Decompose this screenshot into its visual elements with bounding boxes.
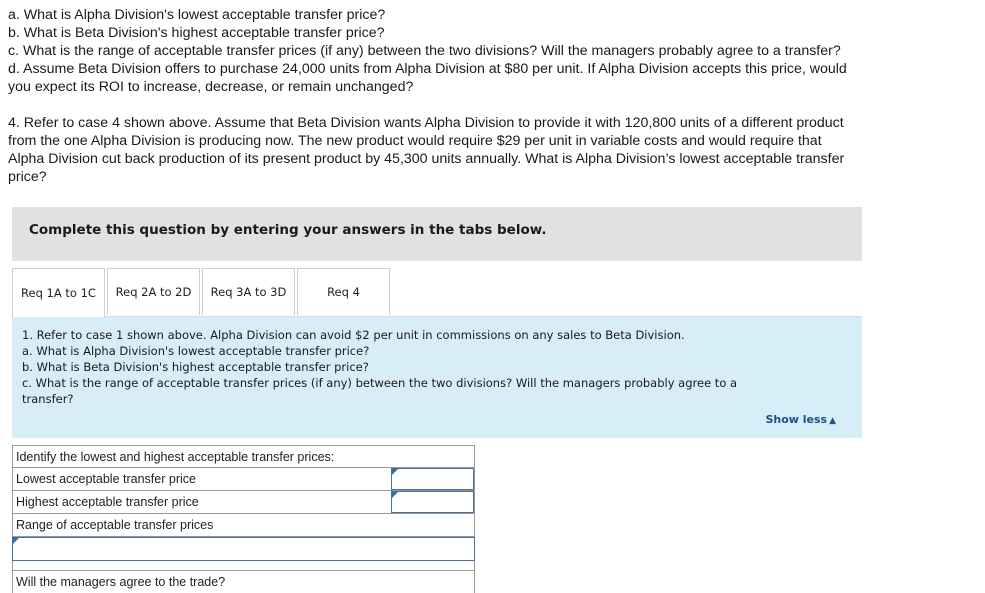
tab-label: Req 4 — [327, 285, 360, 299]
agree-label: Will the managers agree to the trade? — [16, 575, 226, 589]
question-d-line1: d. Assume Beta Division offers to purchase 24,000 units from Alpha Division at $80 per unit. If Alpha Division accepts this price, would — [8, 61, 847, 77]
panel-line-1: 1. Refer to case 1 shown above. Alpha Division can avoid $2 per unit in commissions on any sales to Beta Division. — [22, 328, 685, 342]
panel-line-5: transfer? — [22, 392, 74, 406]
highest-price-label: Highest acceptable transfer price — [16, 495, 199, 509]
triangle-up-icon: ▲ — [829, 416, 836, 426]
question-a: a. What is Alpha Division's lowest acceptable transfer price? — [8, 7, 386, 23]
grid-header-row — [12, 445, 475, 468]
lowest-price-label: Lowest acceptable transfer price — [16, 472, 196, 486]
instruction-text: Complete this question by entering your answers in the tabs below. — [29, 222, 547, 238]
input-marker-icon — [13, 538, 19, 544]
tab-label: Req 3A to 3D — [210, 285, 287, 299]
range-input[interactable] — [12, 537, 475, 561]
grid-header: Identify the lowest and highest acceptable transfer prices: — [16, 449, 335, 464]
tab-req-4[interactable] — [297, 268, 390, 315]
requirement-panel — [12, 316, 862, 438]
panel-line-3: b. What is Beta Division's highest acceptable transfer price? — [22, 360, 369, 374]
question-4-line4: price? — [8, 169, 47, 185]
range-row — [12, 514, 475, 537]
question-4-line3: Alpha Division cut back production of its present product by 45,300 units annually. What is Alpha Division’s lowest acceptable transfer — [8, 151, 845, 167]
range-label: Range of acceptable transfer prices — [16, 518, 214, 532]
tab-label: Req 2A to 2D — [115, 285, 192, 299]
question-b: b. What is Beta Division's highest acceptable transfer price? — [8, 25, 385, 41]
answer-grid — [12, 445, 475, 593]
grid-spacer — [12, 561, 475, 570]
panel-line-4: c. What is the range of acceptable transfer prices (if any) between the two divisions? Will the managers probably agree to a — [22, 376, 738, 390]
question-d-line2: you expect its ROI to increase, decrease, or remain unchanged? — [8, 79, 414, 95]
panel-line-2: a. What is Alpha Division's lowest acceptable transfer price? — [22, 344, 370, 358]
input-marker-icon — [392, 469, 398, 475]
input-marker-icon — [392, 492, 398, 498]
question-4-line1: 4. Refer to case 4 shown above. Assume that Beta Division wants Alpha Division to provide it with 120,800 units of a different product — [8, 115, 844, 131]
lowest-price-input[interactable] — [391, 468, 474, 490]
highest-price-row — [12, 491, 475, 514]
question-c: c. What is the range of acceptable transfer prices (if any) between the two divisions? Will the managers probably agree to a transfer? — [8, 43, 841, 59]
tab-req-3a-to-3d[interactable] — [202, 268, 295, 315]
agree-row — [12, 570, 475, 593]
tab-req-2a-to-2d[interactable] — [107, 268, 200, 315]
question-4-line2: from the one Alpha Division is producing now. The new product would require $29 per unit in variable costs and would require that — [8, 133, 822, 149]
show-less-label: Show less — [765, 413, 828, 426]
tab-req-1a-to-1c[interactable] — [12, 268, 105, 317]
lowest-price-row — [12, 468, 475, 491]
show-less-button[interactable] — [765, 412, 836, 429]
highest-price-input[interactable] — [391, 491, 474, 513]
instruction-banner — [12, 207, 862, 261]
tab-label: Req 1A to 1C — [21, 286, 96, 300]
question-intro — [8, 6, 968, 186]
